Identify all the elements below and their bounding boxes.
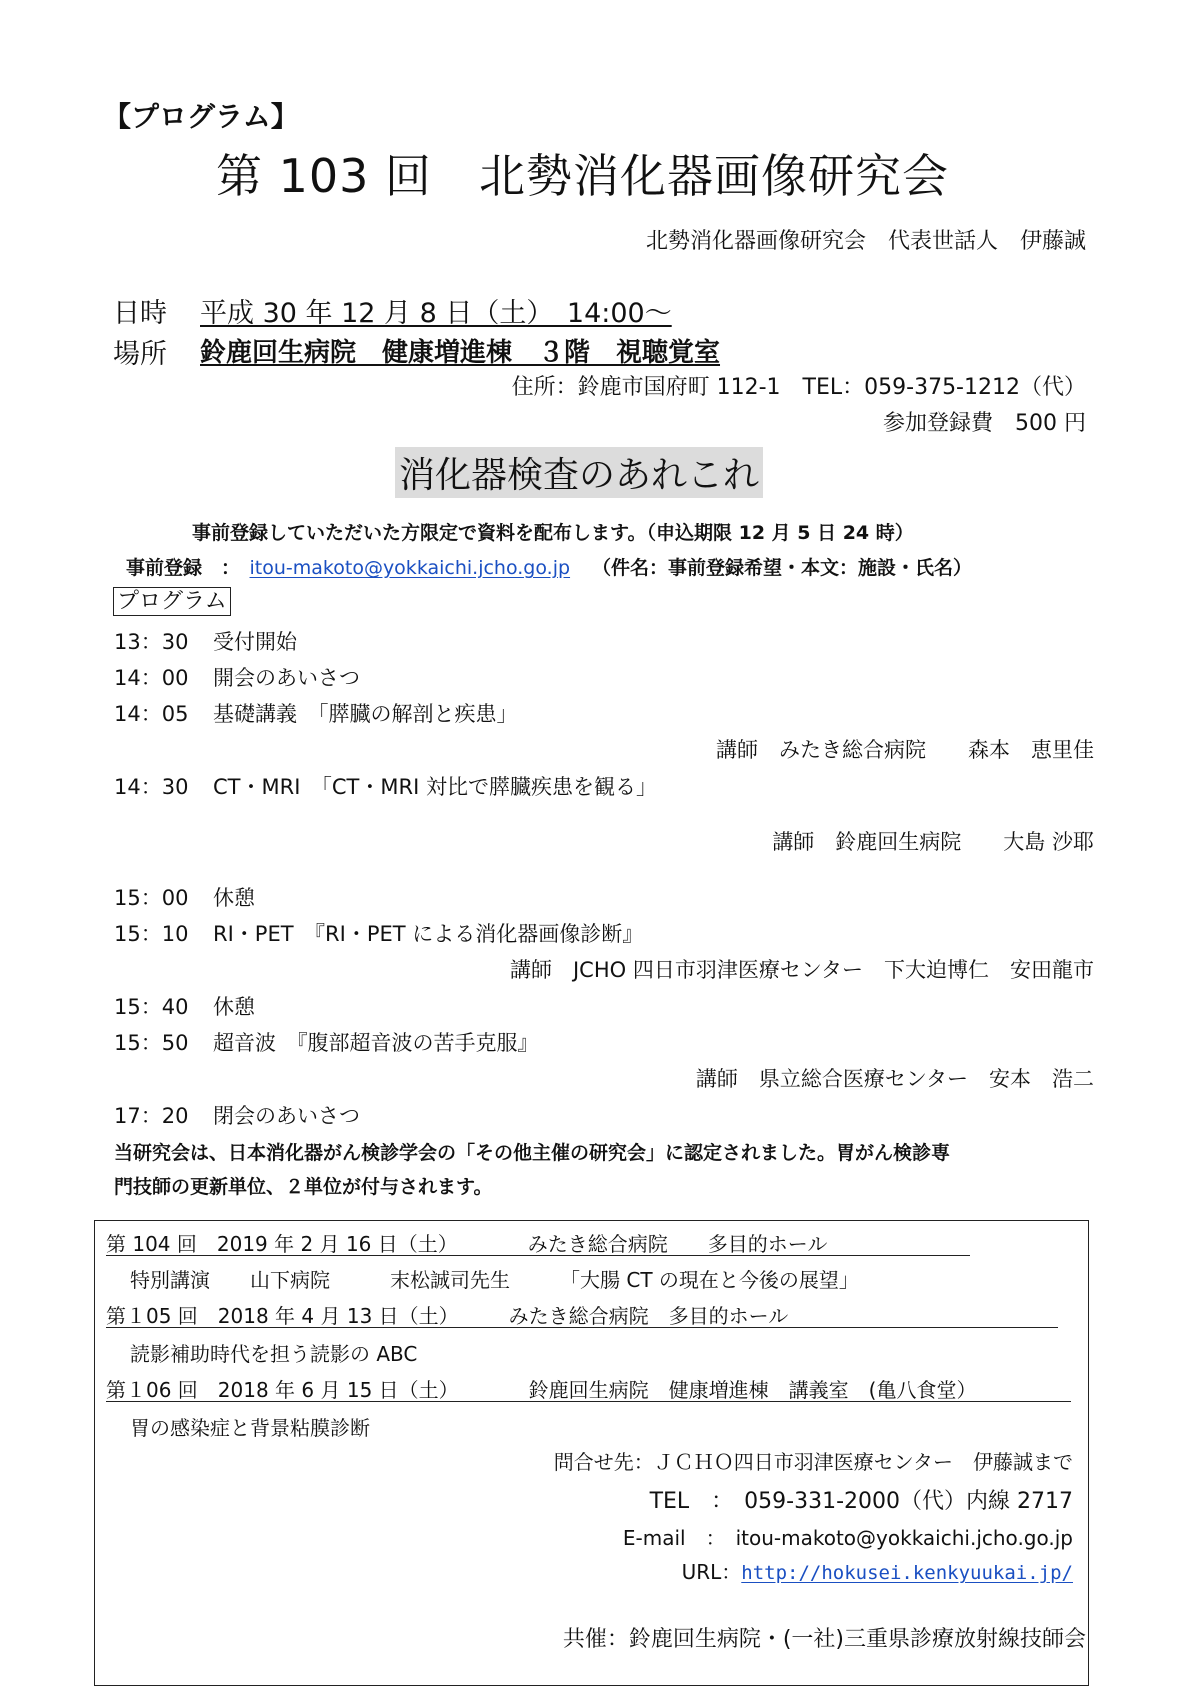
organizer: 北勢消化器画像研究会 代表世話人 伊藤誠	[645, 229, 1086, 254]
address: 住所：鈴鹿市国府町 112-1 TEL：059-375-1212（代）	[511, 375, 1086, 400]
schedule-time: 15：10	[114, 922, 189, 946]
contact-email: E-mail ： itou-makoto@yokkaichi.jcho.go.jp	[622, 1526, 1073, 1550]
registration-note: （件名：事前登録希望・本文：施設・氏名）	[592, 557, 973, 579]
url-link[interactable]: http://hokusei.kenkyuukai.jp/	[741, 1562, 1073, 1584]
registration-notice: 事前登録していただいた方限定で資料を配布します。（申込期限 12 月 5 日 24 時）	[192, 522, 914, 544]
schedule-time: 14：05	[114, 702, 189, 726]
schedule-desc: 閉会のあいさつ	[213, 1104, 360, 1128]
date-label: 日時	[113, 298, 167, 329]
schedule-time: 13：30	[114, 630, 189, 654]
schedule-desc: 休憩	[213, 886, 255, 910]
contact-url-line	[682, 1556, 1073, 1585]
lecturer: 講師 JCHO 四日市羽津医療センター 下大迫博仁 安田龍市	[509, 958, 1094, 982]
accreditation-line-1: 当研究会は、日本消化器がん検診学会の「その他主催の研究会」に認定されました。胃がん検診専	[114, 1142, 951, 1164]
theme-title: 消化器検査のあれこれ	[395, 447, 763, 498]
meeting-105-header: 第１05 回 2018 年 4 月 13 日（土） みたき総合病院 多目的ホール	[106, 1304, 789, 1328]
registration-email-link[interactable]: itou-makoto@yokkaichi.jcho.go.jp	[249, 557, 571, 579]
lecturer: 講師 鈴鹿回生病院 大島 沙耶	[772, 830, 1094, 854]
contact-tel: TEL ： 059-331-2000（代）内線 2717	[649, 1489, 1073, 1514]
schedule-time: 14：00	[114, 666, 189, 690]
meeting-title: 第 103 回 北勢消化器画像研究会	[216, 149, 950, 203]
schedule-desc: 休憩	[213, 995, 255, 1019]
schedule-desc: RI・PET 『RI・PET による消化器画像診断』	[213, 922, 644, 946]
meeting-104-header: 第 104 回 2019 年 2 月 16 日（土） みたき総合病院 多目的ホール	[106, 1232, 828, 1256]
schedule-desc: 開会のあいさつ	[213, 666, 360, 690]
meeting-105-talk: 読影補助時代を担う読影の ABC	[130, 1342, 418, 1366]
meeting-106-talk: 胃の感染症と背景粘膜診断	[130, 1416, 370, 1440]
place-label: 場所	[113, 339, 167, 370]
date-value: 平成 30 年 12 月 8 日（土） 14:00～	[200, 298, 672, 329]
schedule-desc: 受付開始	[213, 630, 297, 654]
meeting-106-header: 第１06 回 2018 年 6 月 15 日（土） 鈴鹿回生病院 健康増進棟 講義室 (亀八食堂）	[106, 1378, 977, 1402]
lecturer: 講師 県立総合医療センター 安本 浩二	[695, 1067, 1094, 1091]
meeting-104-rule	[106, 1255, 970, 1256]
program-schedule	[114, 626, 1094, 1126]
cosponsor: 共催：鈴鹿回生病院・(一社)三重県診療放射線技師会	[562, 1627, 1086, 1652]
schedule-desc: 基礎講義 「膵臓の解剖と疾患」	[213, 702, 518, 726]
registration-line	[126, 553, 972, 580]
program-heading: プログラム	[113, 587, 231, 616]
schedule-time: 15：50	[114, 1031, 189, 1055]
url-label: URL：	[681, 1560, 742, 1584]
meeting-106-rule	[106, 1401, 1071, 1402]
meeting-105-rule	[106, 1327, 1058, 1328]
fee: 参加登録費 500 円	[883, 411, 1086, 436]
program-label: 【プログラム】	[103, 100, 299, 133]
schedule-time: 15：00	[114, 886, 189, 910]
schedule-desc: CT・MRI 「CT・MRI 対比で膵臓疾患を観る」	[213, 775, 657, 799]
lecturer: 講師 みたき総合病院 森本 恵里佳	[716, 738, 1094, 762]
schedule-time: 17：20	[114, 1104, 189, 1128]
contact-to: 問合せ先：ＪＣＨＯ四日市羽津医療センター 伊藤誠まで	[553, 1450, 1073, 1474]
accreditation-line-2: 門技師の更新単位、２単位が付与されます。	[114, 1176, 493, 1198]
schedule-time: 14：30	[114, 775, 189, 799]
schedule-desc: 超音波 『腹部超音波の苦手克服』	[213, 1031, 539, 1055]
schedule-time: 15：40	[114, 995, 189, 1019]
meeting-104-talk: 特別講演 山下病院 末松誠司先生 「大腸 CT の現在と今後の展望」	[130, 1268, 859, 1292]
place-value: 鈴鹿回生病院 健康増進棟 ３階 視聴覚室	[200, 338, 721, 368]
registration-label: 事前登録 ：	[126, 557, 250, 579]
